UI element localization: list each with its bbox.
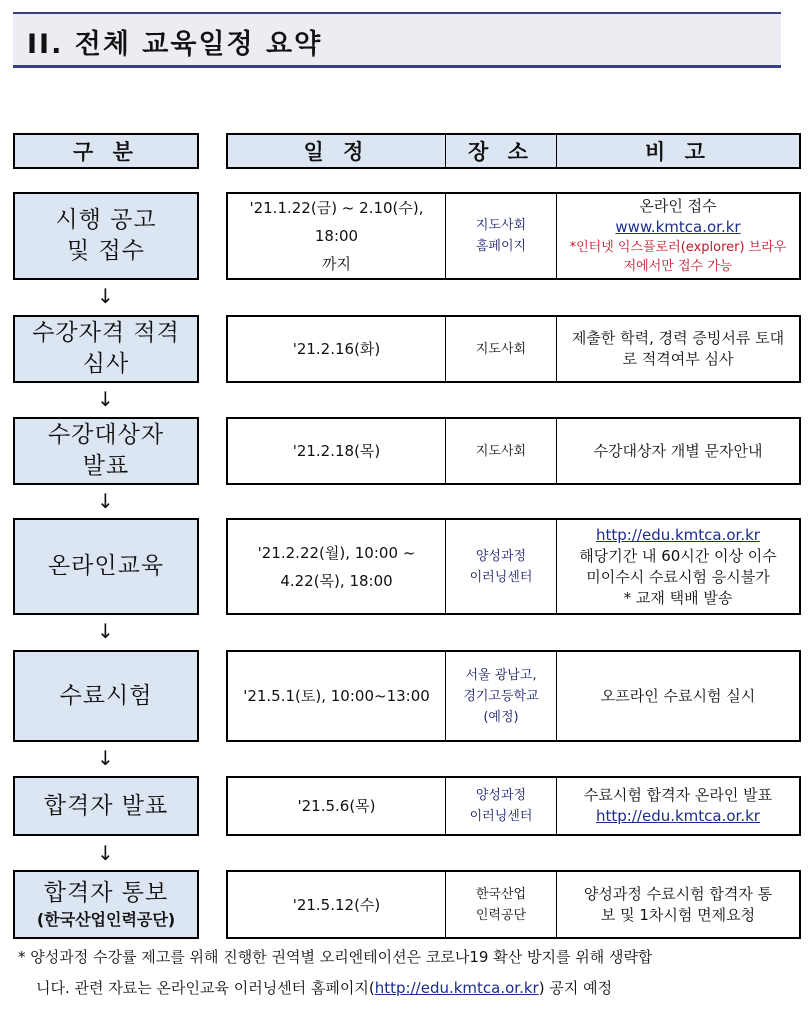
flow-arrow-icon: ↓ <box>97 841 114 865</box>
header-row <box>226 133 801 169</box>
note-cell <box>557 419 799 483</box>
place-text: 홈페이지 <box>475 239 527 254</box>
schedule-row <box>226 870 801 939</box>
schedule-cell <box>228 419 446 483</box>
stage-label: 심사 <box>82 351 130 377</box>
place-text: 양성과정 <box>475 548 527 564</box>
stage-label: 발표 <box>82 453 130 479</box>
stage-trainee-announcement <box>13 417 199 485</box>
note-cell <box>557 872 799 937</box>
place-text: 경기고등학교 <box>463 688 539 704</box>
schedule-row <box>226 192 801 280</box>
place-text: 서울 광남고, <box>465 667 537 683</box>
section-title: II. 전체 교육일정 요약 <box>27 29 323 60</box>
footnote-line: * 양성과정 수강률 제고를 위해 진행한 권역별 오리엔테이션은 코로나19 확산 방지를 위해 생략합 <box>18 948 653 966</box>
header-note: 비 고 <box>645 140 711 164</box>
stage-final-exam <box>13 650 199 742</box>
place-text: (예정) <box>483 709 519 725</box>
place-text: 한국산업 <box>475 886 527 902</box>
browser-warning: *인터넷 익스플로러(explorer) 브라우 <box>569 240 787 255</box>
flow-arrow-icon: ↓ <box>97 284 114 308</box>
schedule-cell <box>228 520 446 613</box>
note-text: 제출한 학력, 경력 증빙서류 토대 <box>571 329 785 347</box>
elearning-link[interactable]: http://edu.kmtca.or.kr <box>596 525 760 544</box>
schedule-row <box>226 315 801 383</box>
schedule-text: 4.22(목), 18:00 <box>280 571 393 590</box>
place-text: 이러닝센터 <box>469 809 533 824</box>
note-cell <box>557 520 799 613</box>
header-category: 구 분 <box>13 133 199 169</box>
stage-label: 및 접수 <box>67 238 145 264</box>
footnote-link[interactable]: http://edu.kmtca.or.kr <box>374 979 539 997</box>
note-text: 온라인 접수 <box>639 197 717 215</box>
schedule-text: '21.5.12(수) <box>292 895 381 914</box>
note-text: * 교재 택배 발송 <box>623 588 733 607</box>
note-cell <box>557 778 799 834</box>
stage-label: 수강자격 적격 <box>32 320 180 346</box>
schedule-row <box>226 650 801 742</box>
schedule-row <box>226 776 801 836</box>
footnote-line <box>18 973 798 1004</box>
stage-label: 온라인교육 <box>47 553 165 579</box>
place-text: 인력공단 <box>475 907 527 923</box>
stage-label: 합격자 발표 <box>43 792 169 819</box>
note-text: 해당기간 내 60시간 이상 이수 <box>579 546 777 565</box>
place-text: 지도사회 <box>475 218 527 233</box>
place-cell <box>446 520 557 613</box>
note-text: 로 적격여부 심사 <box>622 350 734 368</box>
schedule-text: '21.2.18(목) <box>292 442 381 460</box>
place-text: 양성과정 <box>475 788 527 803</box>
stage-label: 수강대상자 <box>47 422 165 448</box>
flow-arrow-icon: ↓ <box>97 619 114 643</box>
schedule-row <box>226 518 801 615</box>
note-text: 오프라인 수료시험 실시 <box>600 686 756 705</box>
note-cell <box>557 194 799 278</box>
stage-eligibility <box>13 315 199 383</box>
note-text: 수강대상자 개별 문자안내 <box>593 441 763 460</box>
flow-arrow-icon: ↓ <box>97 387 114 411</box>
place-cell <box>446 872 557 937</box>
header-schedule: 일 정 <box>228 135 446 167</box>
schedule-cell <box>228 194 446 278</box>
schedule-text: '21.1.22(금) ~ 2.10(수), 18:00 <box>249 199 424 245</box>
schedule-row <box>226 417 801 485</box>
schedule-text: '21.2.22(월), 10:00 ~ <box>257 543 416 562</box>
stage-label: 합격자 통보 <box>43 880 169 906</box>
stage-online-education <box>13 518 199 615</box>
schedule-text: 까지 <box>322 255 351 273</box>
stage-announcement <box>13 192 199 280</box>
place-cell <box>446 194 557 278</box>
place-text: 지도사회 <box>475 341 527 357</box>
footnote-text: 니다. 관련 자료는 온라인교육 이러닝센터 홈페이지( <box>36 979 375 997</box>
place-cell <box>446 778 557 834</box>
schedule-text: '21.5.1(토), 10:00~13:00 <box>243 687 430 705</box>
stage-pass-announcement <box>13 776 199 836</box>
note-text: 미이수시 수료시험 응시불가 <box>586 567 770 586</box>
note-text: 보 및 1차시험 면제요청 <box>600 905 756 924</box>
schedule-cell <box>228 317 446 381</box>
schedule-text: '21.2.16(화) <box>292 340 381 358</box>
header-place: 장 소 <box>446 135 557 167</box>
note-cell <box>557 652 799 740</box>
note-text: 양성과정 수료시험 합격자 통 <box>583 884 773 903</box>
kmtca-link[interactable]: www.kmtca.or.kr <box>615 218 741 236</box>
schedule-cell <box>228 652 446 740</box>
schedule-text: '21.5.6(목) <box>297 797 376 815</box>
footnote-text: ) 공지 예정 <box>538 979 613 997</box>
stage-label: 수료시험 <box>59 682 153 709</box>
note-text: 수료시험 합격자 온라인 발표 <box>583 786 773 804</box>
browser-warning: 저에서만 접수 가능 <box>623 259 733 274</box>
schedule-cell <box>228 778 446 834</box>
place-cell <box>446 317 557 381</box>
flow-arrow-icon: ↓ <box>97 489 114 513</box>
section-title-bar <box>13 12 781 68</box>
place-cell <box>446 419 557 483</box>
stage-pass-notification <box>13 870 199 939</box>
note-cell <box>557 317 799 381</box>
place-text: 이러닝센터 <box>469 569 533 585</box>
schedule-cell <box>228 872 446 937</box>
elearning-link[interactable]: http://edu.kmtca.or.kr <box>596 807 760 825</box>
place-text: 지도사회 <box>475 443 527 459</box>
footnote <box>18 942 798 1004</box>
stage-sublabel: (한국산업인력공단) <box>36 910 176 929</box>
stage-label: 시행 공고 <box>55 207 157 233</box>
flow-arrow-icon: ↓ <box>97 746 114 770</box>
place-cell <box>446 652 557 740</box>
